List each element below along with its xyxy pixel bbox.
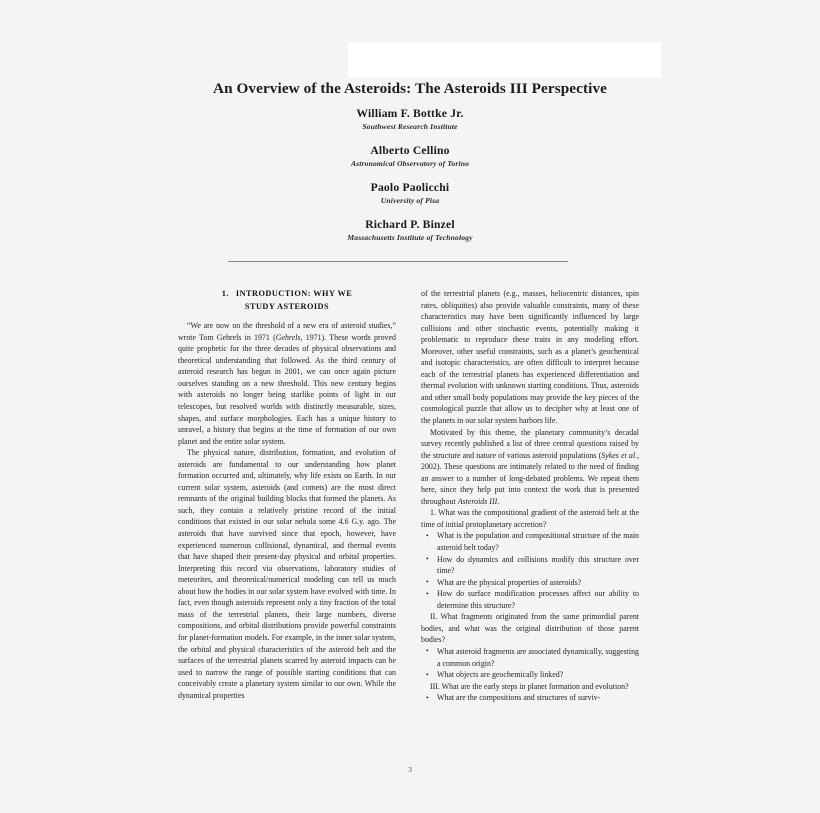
section-number: 1. (221, 289, 229, 298)
author-entry (0, 218, 820, 243)
page-title: An Overview of the Asteroids: The Asteroids III Perspective (213, 80, 607, 97)
author-name: Alberto Cellino (370, 144, 450, 157)
section-heading (178, 288, 396, 313)
list-item: • How do dynamics and collisions modify this structure over time? (421, 554, 639, 577)
author-entry (0, 181, 820, 206)
author-name: Paolo Paolicchi (370, 181, 450, 194)
citation-sykes: Sykes et al. (601, 450, 638, 460)
right-column (421, 288, 639, 758)
list-item: • What is the population and compositional structure of the main asteroid belt today? (421, 530, 639, 553)
paragraph-physical-nature: The physical nature, distribution, formation, and evolution of asteroids are fundamental to our understanding how planet formation occurred and, ultimately, why life exists on Earth. In our current solar system, asteroids (and comets) are the most direct remnants of the original building blocks that formed the planets. As such, they contain a relatively pristine record of the initial conditions that existed in our solar nebula some 4.6 G.y. ago. The asteroids that have survived since that epoch, however, have experienced numerous collisional, dynamical, and thermal events that have shaped their present-day physical and orbital properties. Interpreting this record via observations, laboratory studies of meteorites, and theoretical/numerical modeling can tell us much about how the bodies in our solar system have evolved with time. In fact, even though asteroids represent only a tiny fraction of the total mass of the terrestrial planets, their large numbers, diverse compositions, and orbital distributions provide powerful constraints for planet-formation models. For example, in the inner solar system, the orbital and physical characteristics of the asteroid belt and the surfaces of the terrestrial planets scarred by asteroid impacts can be used to narrow the range of possible starting conditions that can conceivably create a planetary system similar to our own. While the dynamical properties (178, 448, 396, 700)
section-heading-line1: INTRODUCTION: WHY WE (235, 289, 353, 298)
paragraph-text: “We are now on the threshold of a new era of asteroid studies,” wrote Tom Gehrels in 1971 ( (178, 321, 396, 342)
question-1-bullets (421, 530, 639, 611)
header-divider-rule (228, 261, 568, 262)
question-3-bullets (421, 692, 639, 704)
question-2-bullets (421, 646, 639, 681)
author-block (0, 107, 820, 255)
question-3: III. What are the early steps in planet formation and evolution? (430, 681, 629, 691)
list-item: • What objects are geochemically linked? (421, 669, 639, 681)
author-name: Richard P. Binzel (365, 218, 455, 231)
list-item: • What asteroid fragments are associated dynamically, suggesting a common origin? (421, 646, 639, 669)
author-affiliation: Southwest Research Institute (362, 122, 458, 131)
author-affiliation: Massachusetts Institute of Technology (347, 233, 473, 242)
page-number: 3 (408, 765, 412, 774)
book-title-asteroids-iii: Asteroids III (457, 496, 498, 506)
paragraph-terrestrial-continued: of the terrestrial planets (e.g., masses, heliocentric distances, spin rates, obliquities) also provide valuable constraints, many of these characteristics may have been significantly influenced by large collisions and other stochastic events, potentially making it problematic to reproduce these traits in any modeling effort. Moreover, other useful constraints, such as a planet’s geochemical and isotopic characteristics, are often difficult to interpret because each of the terrestrial planets has experienced differentiation and thermal evolution with unknown starting conditions. Thus, asteroids and other small body populations may provide the key pieces of the cosmological puzzle that allow us to decipher why at least one of the planets in our solar system harbors life. (421, 289, 639, 426)
citation-gehrels: Gehrels (275, 332, 301, 342)
list-item: • What are the physical properties of asteroids? (421, 577, 639, 589)
paragraph-intro-quote (178, 320, 396, 447)
masthead-blank-box (348, 42, 661, 78)
question-2: II. What fragments originated from the same primordial parent bodies, and what was the original distribution of those parent bodies? (421, 612, 639, 645)
left-column (178, 288, 396, 758)
paragraph-text: . (497, 496, 500, 506)
paragraph-text: Motivated by this theme, the planetary community’s decadal survey recently published a list of three central questions raised by the structure and nature of various asteroid populations ( (421, 427, 639, 460)
list-item: • How do surface modification processes affect our ability to determine this structure? (421, 588, 639, 611)
section-heading-line2: STUDY ASTEROIDS (244, 301, 330, 311)
question-1: 1. What was the compositional gradient of the asteroid belt at the time of initial protoplanetary accretion? (421, 508, 639, 529)
author-entry (0, 107, 820, 132)
author-entry (0, 144, 820, 169)
author-name: William F. Bottke Jr. (356, 107, 464, 120)
paragraph-text: , 2002). These questions are intimately related to the need of finding an answer to a number of long-debated problems. We repeat them here, since they help put into context the work that is presented throughout (421, 450, 639, 506)
paragraph-text: , 1971). These words proved quite prophetic for the three decades of physical observations and theoretical understanding that followed. As the third century of asteroid research has begun in 2001, we can once again picture ourselves standing on a new threshold. This new century begins with asteroids no longer being starlike points of light in our telescopes, but resolved worlds with distinctly measurable, sizes, shapes, and surface morphologies. Each has a unique history to unravel, a history that begins at the time of formation of our own planet and the entire solar system. (178, 332, 396, 446)
body-columns (178, 288, 640, 758)
author-affiliation: University of Pisa (380, 196, 440, 205)
list-item: • What are the compositions and structures of surviv- (421, 692, 639, 704)
author-affiliation: Astronomical Observatory of Torino (350, 159, 470, 168)
paragraph-decadal-survey (421, 427, 639, 508)
